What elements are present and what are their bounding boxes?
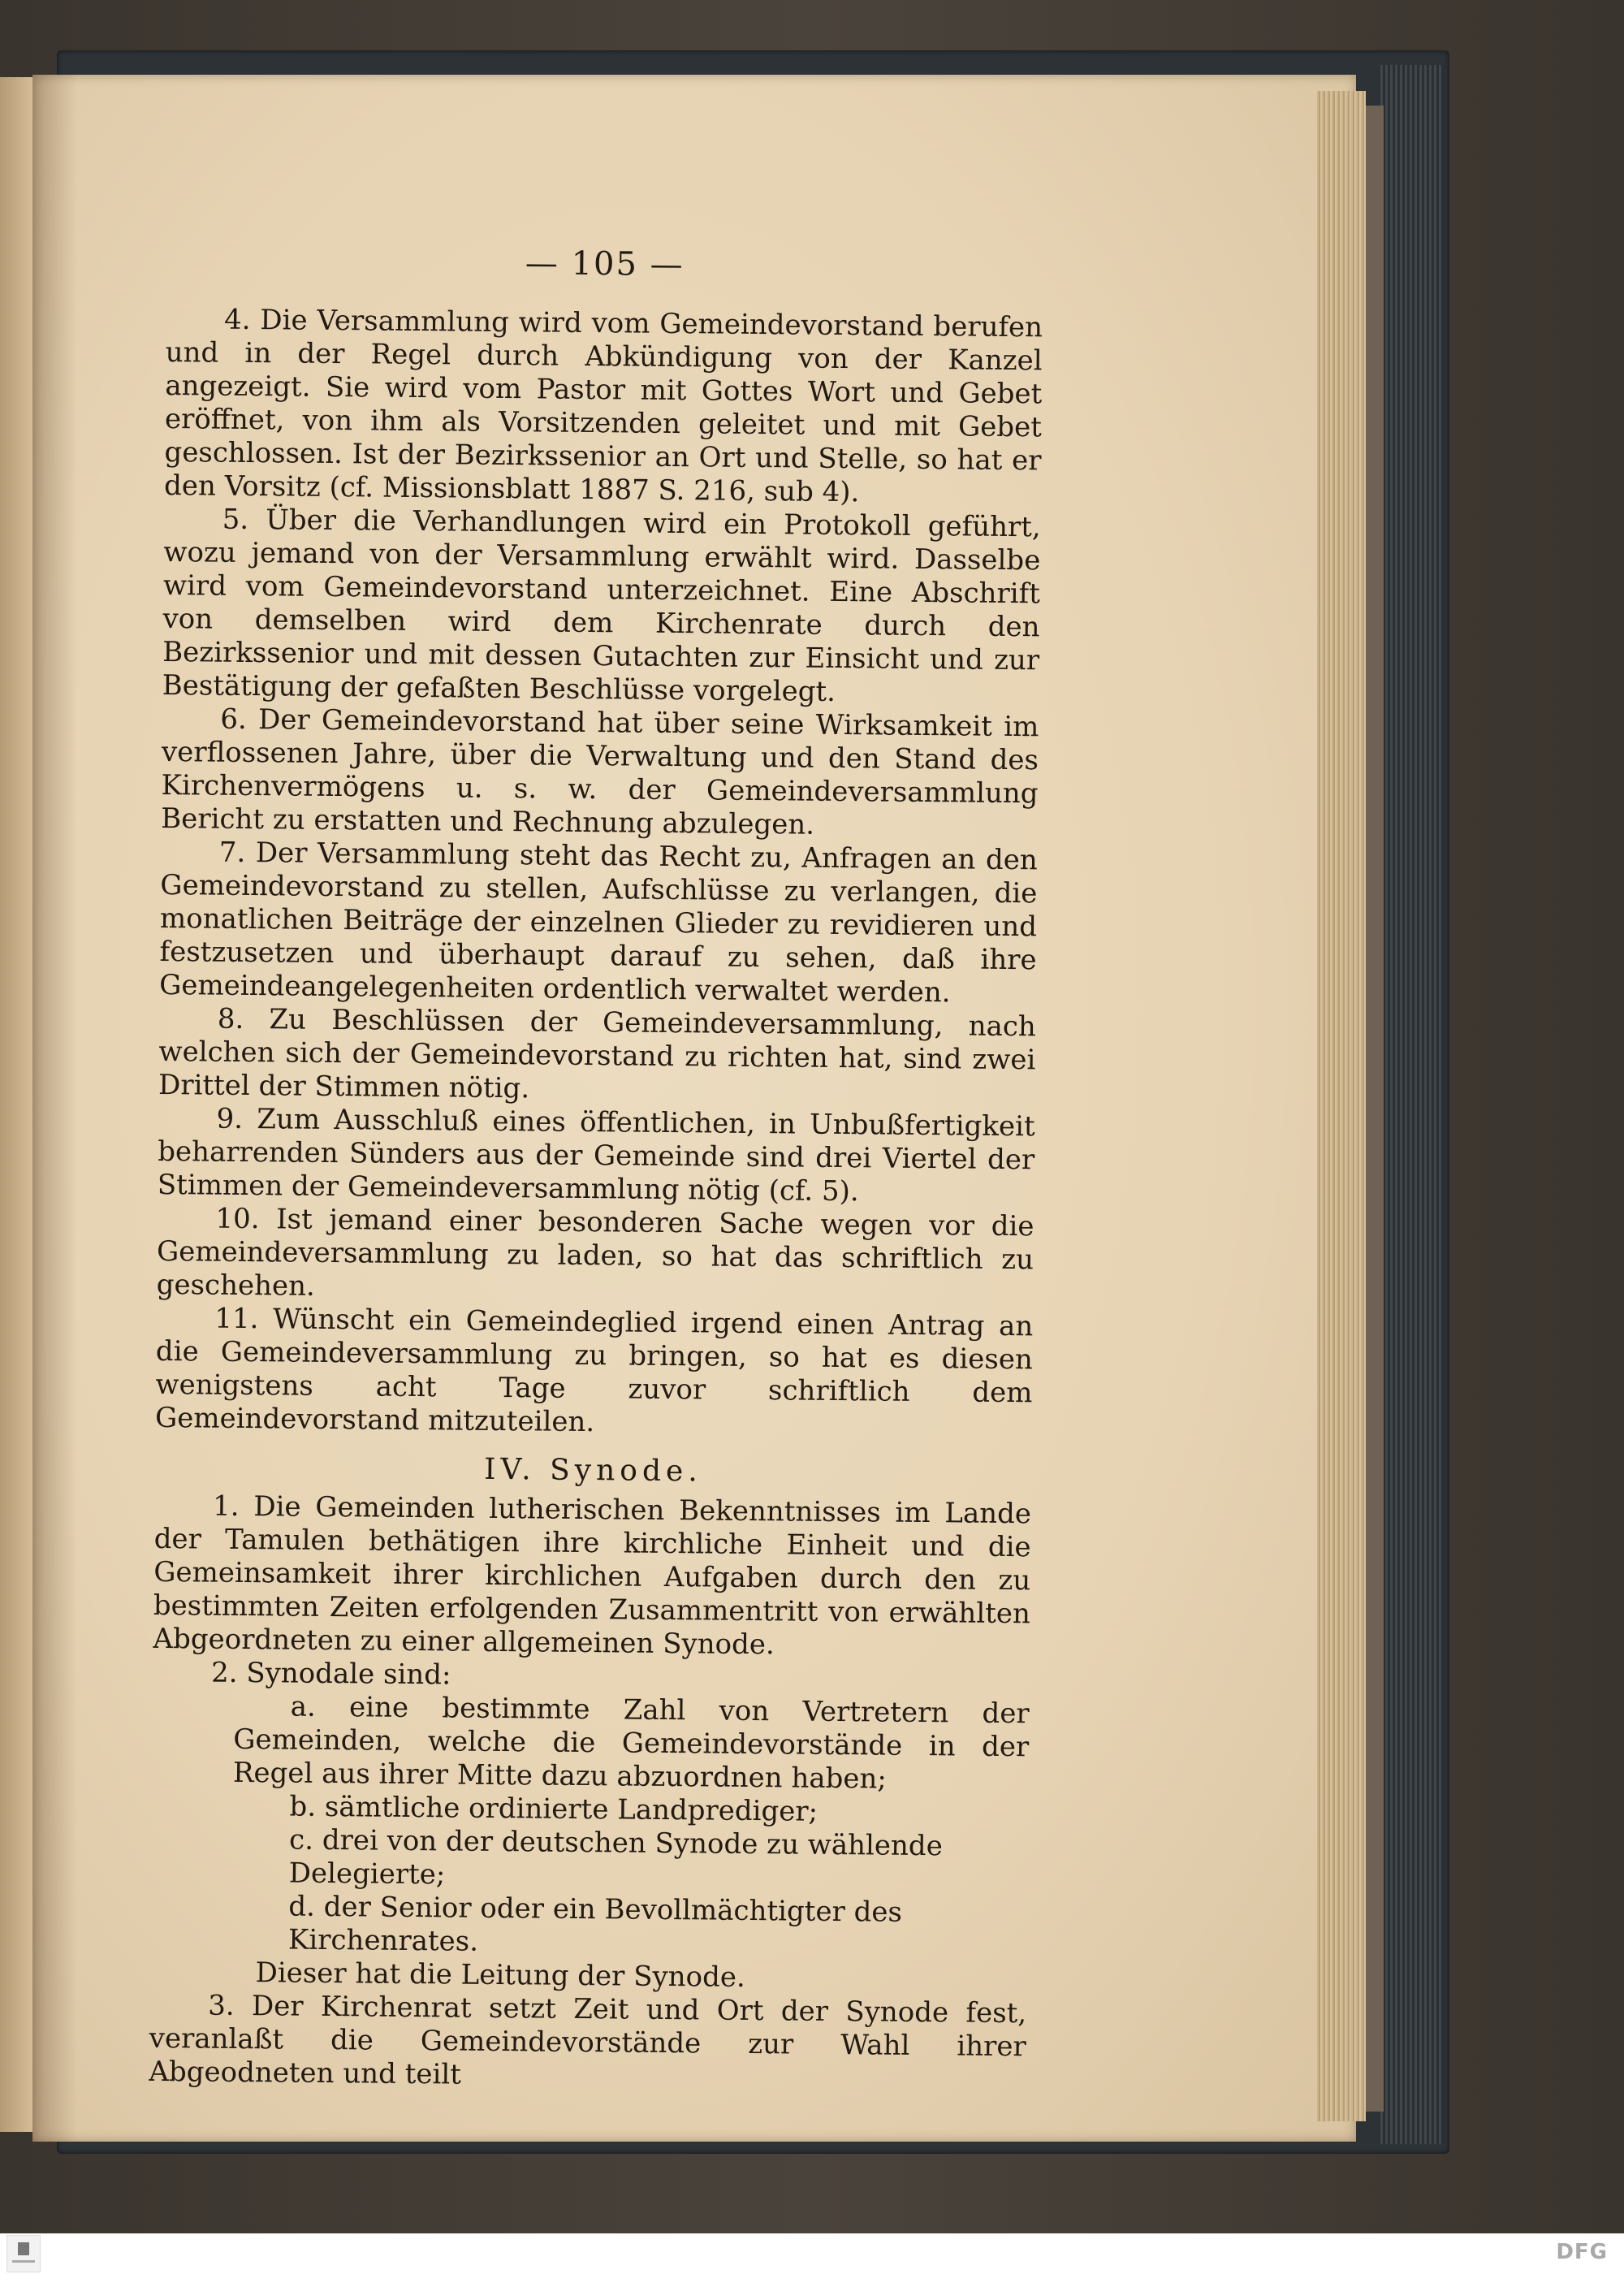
list-item: c. drei von der deutschen Synode zu wählende Delegierte;: [288, 1823, 943, 1891]
list-item: a. eine bestimmte Zahl von Vertretern der Gemeinden, welche die Gemeindevorstände in der Regel aus ihrer Mitte dazu abzuordnen haben;: [232, 1690, 1030, 1796]
cover-edge: [1380, 65, 1444, 2144]
page-number: — 105 —: [525, 244, 685, 284]
list-item: b. sämtliche ordinierte Landprediger;: [289, 1790, 818, 1828]
paragraph-4: 4. Die Versammlung wird vom Gemeindevorstand berufen und in der Regel durch Abkündigung von der Kanzel angezeigt. Sie wird vom Pastor mit Gottes Wort und Gebet eröffnet, von ihm als Vorsitzenden geleitet und mit Gebet geschlossen. Ist der Bezirkssenior an Ort und Stelle, so hat er den Vorsitz (cf. Missionsblatt 1887 S. 216, sub 4).: [163, 303, 1043, 509]
previous-page-edge: [0, 77, 34, 2132]
library-logo-icon: [6, 2235, 41, 2272]
viewer-footer: [0, 2233, 1624, 2274]
dfg-brand: DFG: [1556, 2240, 1608, 2264]
paragraph-7: 7. Der Versammlung steht das Recht zu, Anfragen an den Gemeindevorstand zu stellen, Aufschlüsse zu verlangen, die monatlichen Beiträge der einzelnen Glieder zu revidieren und festzusetzen und überhaupt darauf zu sehen, daß ihre Gemeindeangelegenheiten ordentlich verwaltet werden.: [159, 836, 1038, 1009]
section-heading: IV. Synode.: [484, 1452, 702, 1489]
page-text: [149, 244, 1043, 2097]
paragraph-10: 10. Ist jemand einer besonderen Sache wegen vor die Gemeindeversammlung zu laden, so hat das schriftlich zu geschehen.: [156, 1202, 1034, 1303]
page-stack-shadow: [1366, 106, 1384, 2112]
after-items-text: Dieser hat die Leitung der Synode.: [255, 1956, 745, 1994]
page-stack-edge: [1317, 91, 1366, 2121]
paragraph-9: 9. Zum Ausschluß eines öffentlichen, in Unbußfertigkeit beharrenden Sünders aus der Gemeinde sind drei Viertel der Stimmen der Gemeindeversammlung nötig (cf. 5).: [157, 1102, 1035, 1208]
synode-paragraph-3: 3. Der Kirchenrat setzt Zeit und Ort der Synode fest, veranlaßt die Gemeindevorstände zur Wahl ihrer Abgeodneten und teilt: [149, 1989, 1027, 2091]
list-item: d. der Senior oder ein Bevollmächtigter des Kirchenrates.: [287, 1890, 903, 1958]
paragraph-8: 8. Zu Beschlüssen der Gemeindeversammlung, nach welchen sich der Gemeindevorstand zu richten hat, sind zwei Drittel der Stimmen nötig.: [158, 1002, 1036, 1105]
synode-paragraph-2: 2. Synodale sind:: [210, 1656, 451, 1692]
synode-paragraph-1: 1. Die Gemeinden lutherischen Bekenntnisses im Lande der Tamulen bethätigen ihre kirchliche Einheit und die Gemeinsamkeit ihrer kirchlichen Aufgaben durch den zu bestimmten Zeiten erfolgenden Zusammentritt von erwählten Abgeordneten zu einer allgemeinen Synode.: [153, 1489, 1032, 1662]
paragraph-6: 6. Der Gemeindevorstand hat über seine Wirksamkeit im verflossenen Jahre, über die Verwaltung und den Stand des Kirchenvermögens u. s. w. der Gemeindeversammlung Bericht zu erstatten und Rechnung abzulegen.: [161, 703, 1039, 841]
paragraph-5: 5. Über die Verhandlungen wird ein Protokoll geführt, wozu jemand von der Versammlung erwählt wird. Dasselbe wird vom Gemeindevorstand unterzeichnet. Eine Abschrift von demselben wird dem Kirchenrate durch den Bezirkssenior und mit dessen Gutachten zur Einsicht und zur Bestätigung der gefaßten Beschlüsse vorgelegt.: [162, 503, 1041, 708]
paragraph-11: 11. Wünscht ein Gemeindeglied irgend einen Antrag an die Gemeindeversammlung zu bringen, so hat es diesen wenigstens acht Tage zuvor schriftlich dem Gemeindevorstand mitzuteilen.: [154, 1302, 1034, 1439]
page-gutter-shadow: [32, 75, 77, 2142]
